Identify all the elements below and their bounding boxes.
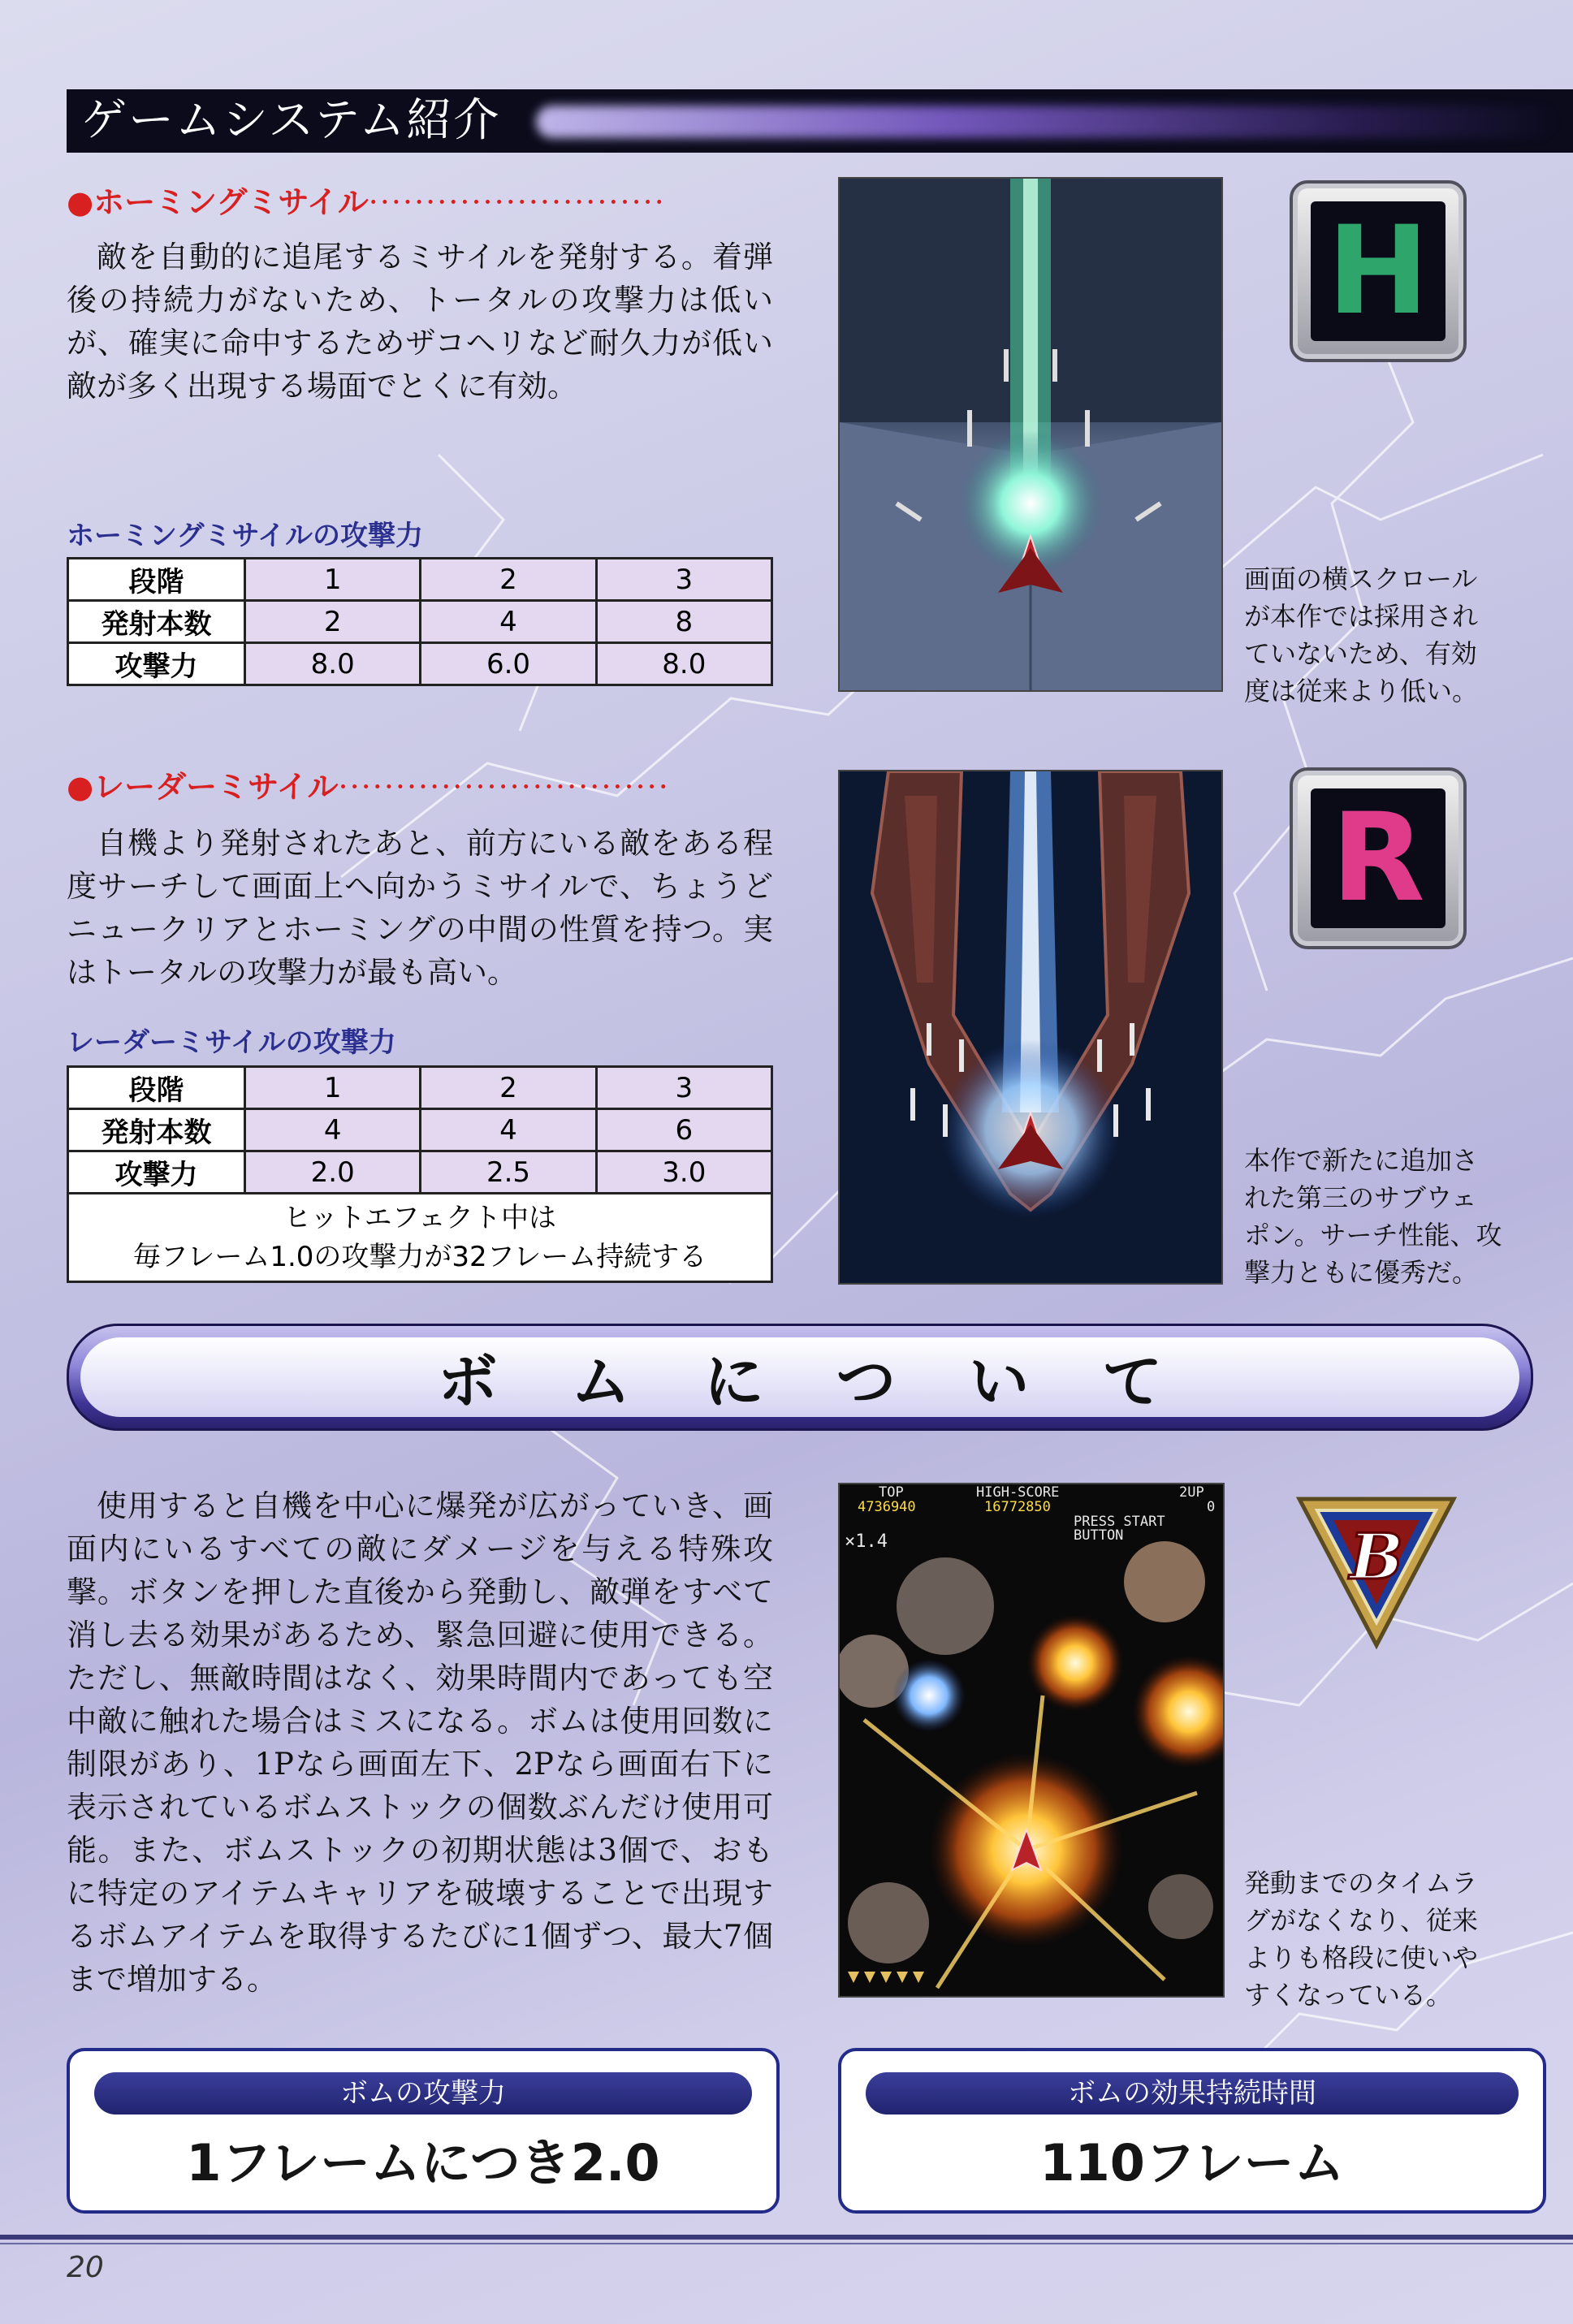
- radar-title-text: ●レーダーミサイル: [67, 768, 339, 805]
- table-row: [68, 1194, 772, 1282]
- bomb-item-icon: [1291, 1483, 1462, 1653]
- radar-description: [67, 822, 773, 994]
- table-row: [68, 1109, 772, 1151]
- hud-2up-score: 0: [1207, 1499, 1216, 1515]
- radar-section-title: [67, 762, 670, 806]
- table-cell: 2: [245, 601, 421, 643]
- caption-line: が本作では採用され: [1244, 601, 1479, 632]
- row-label: 段階: [68, 559, 245, 601]
- note-line: ヒットエフェクト中は: [283, 1202, 556, 1234]
- table-cell: 3.0: [596, 1151, 771, 1194]
- bomb-description: [67, 1484, 773, 2001]
- table-cell: 2.5: [421, 1151, 596, 1194]
- homing-body-text: 敵を自動的に追尾するミサイルを発射する。着弾後の持続力がないため、トータルの攻撃力は低いが、確実に命中するためザコヘリなど耐久力が低い敵が多く出現する場面でとくに有効。: [67, 240, 773, 404]
- table-row: [68, 1067, 772, 1109]
- page-title: ゲームシステム紹介: [81, 94, 501, 147]
- caption-line: グがなくなり、従来: [1244, 1905, 1479, 1936]
- homing-item-icon: [1290, 180, 1467, 362]
- table-row: [68, 643, 772, 685]
- bomb-banner-inner: [80, 1337, 1519, 1417]
- table-cell: 2.0: [245, 1151, 421, 1194]
- table-cell: 6: [596, 1109, 771, 1151]
- homing-attack-table: [67, 557, 773, 686]
- title-leader-dots: ··························: [368, 184, 666, 220]
- bomb-duration-label: ボムの効果持続時間: [866, 2072, 1519, 2114]
- bomb-banner-text: ボムについて: [437, 1347, 1236, 1417]
- radar-icon-letter: R: [1311, 788, 1446, 928]
- table-cell: 4: [421, 601, 596, 643]
- caption-line: 発動までのタイムラ: [1244, 1868, 1478, 1899]
- table-cell: 2: [421, 559, 596, 601]
- hud-top-score: 4736940: [858, 1499, 916, 1515]
- caption-line: れた第三のサブウェ: [1244, 1182, 1477, 1213]
- header-lightning-glow: [536, 106, 1559, 138]
- table-cell: 8: [596, 601, 771, 643]
- table-cell: 1: [245, 559, 421, 601]
- bomb-duration-box: [838, 2048, 1546, 2214]
- radar-gameplay-screenshot: [838, 770, 1223, 1285]
- caption-line: ていないため、有効: [1244, 638, 1477, 669]
- caption-line: すくなっている。: [1244, 1980, 1453, 2011]
- row-label: 攻撃力: [68, 1151, 245, 1194]
- table-cell: 4: [245, 1109, 421, 1151]
- radar-table-title: レーダーミサイルの攻撃力: [67, 1026, 396, 1059]
- caption-line: 度は従来より低い。: [1244, 676, 1479, 706]
- hud-hiscore: 16772850: [984, 1499, 1051, 1515]
- table-row: [68, 601, 772, 643]
- row-label: 段階: [68, 1067, 245, 1109]
- bomb-caption: [1244, 1864, 1565, 2014]
- homing-table-title: ホーミングミサイルの攻撃力: [67, 520, 423, 552]
- table-cell: 3: [596, 1067, 771, 1109]
- radar-body-text: 自機より発射されたあと、前方にいる敵をある程度サーチして画面上へ向かうミサイルで、ちょうどニュークリアとホーミングの中間の性質を持つ。実はトータルの攻撃力が最も高い。: [67, 826, 773, 990]
- bomb-body-text: 使用すると自機を中心に爆発が広がっていき、画面内にいるすべての敵にダメージを与える特殊攻撃。ボタンを押した直後から発動し、敵弾をすべて消し去る効果があるため、緊急回避に使用できる。ただし、無敵時間はなく、効果時間内であっても空中敵に触れた場合はミスになる。ボムは使用回数に制限があり、1Pなら画面左下、2Pなら画面右下に表示されているボムストックの個数ぶんだけ使用可能。また、ボムストックの初期状態は3個で、おもに特定のアイテムキャリアを破壊することで出現するボムアイテムを取得するたびに1個ずつ、最大7個まで増加する。: [67, 1488, 773, 1997]
- hud-top-label: TOP: [879, 1484, 904, 1501]
- table-row: [68, 559, 772, 601]
- homing-gameplay-screenshot: [838, 177, 1223, 692]
- homing-title-text: ●ホーミングミサイル: [67, 184, 369, 220]
- row-label: 発射本数: [68, 601, 245, 643]
- caption-line: 画面の横スクロール: [1244, 564, 1478, 594]
- table-cell: 1: [245, 1067, 421, 1109]
- homing-section-title: [67, 177, 666, 222]
- footer-rule-thin: [0, 2243, 1573, 2244]
- caption-line: よりも格段に使いや: [1244, 1942, 1479, 1973]
- caption-line: 本作で新たに追加さ: [1244, 1145, 1479, 1176]
- bomb-section-banner: [67, 1324, 1533, 1431]
- table-cell: 4: [421, 1109, 596, 1151]
- caption-line: ポン。サーチ性能、攻: [1244, 1220, 1502, 1251]
- hud-press-start: PRESS START BUTTON: [1074, 1514, 1165, 1544]
- note-line: 毎フレーム1.0の攻撃力が32フレーム持続する: [132, 1241, 707, 1273]
- radar-caption: [1244, 1142, 1565, 1291]
- hud-2up-label: 2UP: [1179, 1484, 1204, 1501]
- table-row: [68, 1151, 772, 1194]
- bomb-hud: [840, 1484, 1223, 1552]
- homing-scene-art: [840, 179, 1221, 690]
- bomb-attack-label: ボムの攻撃力: [94, 2072, 752, 2114]
- bomb-attack-value: 1フレームにつき2.0: [186, 2133, 660, 2192]
- radar-scene-art: [840, 771, 1221, 1283]
- table-cell: 6.0: [421, 643, 596, 685]
- page-number: 20: [67, 2251, 104, 2284]
- homing-description: [67, 235, 773, 408]
- table-cell: 2: [421, 1067, 596, 1109]
- table-cell: 3: [596, 559, 771, 601]
- bomb-icon-letter: B: [1350, 1520, 1403, 1594]
- table-cell: 8.0: [596, 643, 771, 685]
- footer-rule: [0, 2235, 1573, 2240]
- row-label: 攻撃力: [68, 643, 245, 685]
- bomb-duration-value: 110フレーム: [1039, 2133, 1345, 2192]
- hud-multiplier: ×1.4: [845, 1531, 888, 1552]
- bomb-attack-box: [67, 2048, 780, 2214]
- homing-caption: [1244, 560, 1565, 710]
- row-label: 発射本数: [68, 1109, 245, 1151]
- title-leader-dots: ·····························: [338, 769, 670, 805]
- bomb-gameplay-screenshot: [838, 1483, 1225, 1998]
- radar-item-icon: [1290, 767, 1467, 949]
- hud-hiscore-label: HIGH-SCORE: [976, 1484, 1060, 1501]
- table-cell: 8.0: [245, 643, 421, 685]
- table-note: [68, 1194, 772, 1282]
- bomb-scene-art: [840, 1484, 1223, 1996]
- homing-icon-letter: H: [1311, 201, 1446, 341]
- radar-attack-table: [67, 1065, 773, 1283]
- caption-line: 撃力ともに優秀だ。: [1244, 1257, 1479, 1288]
